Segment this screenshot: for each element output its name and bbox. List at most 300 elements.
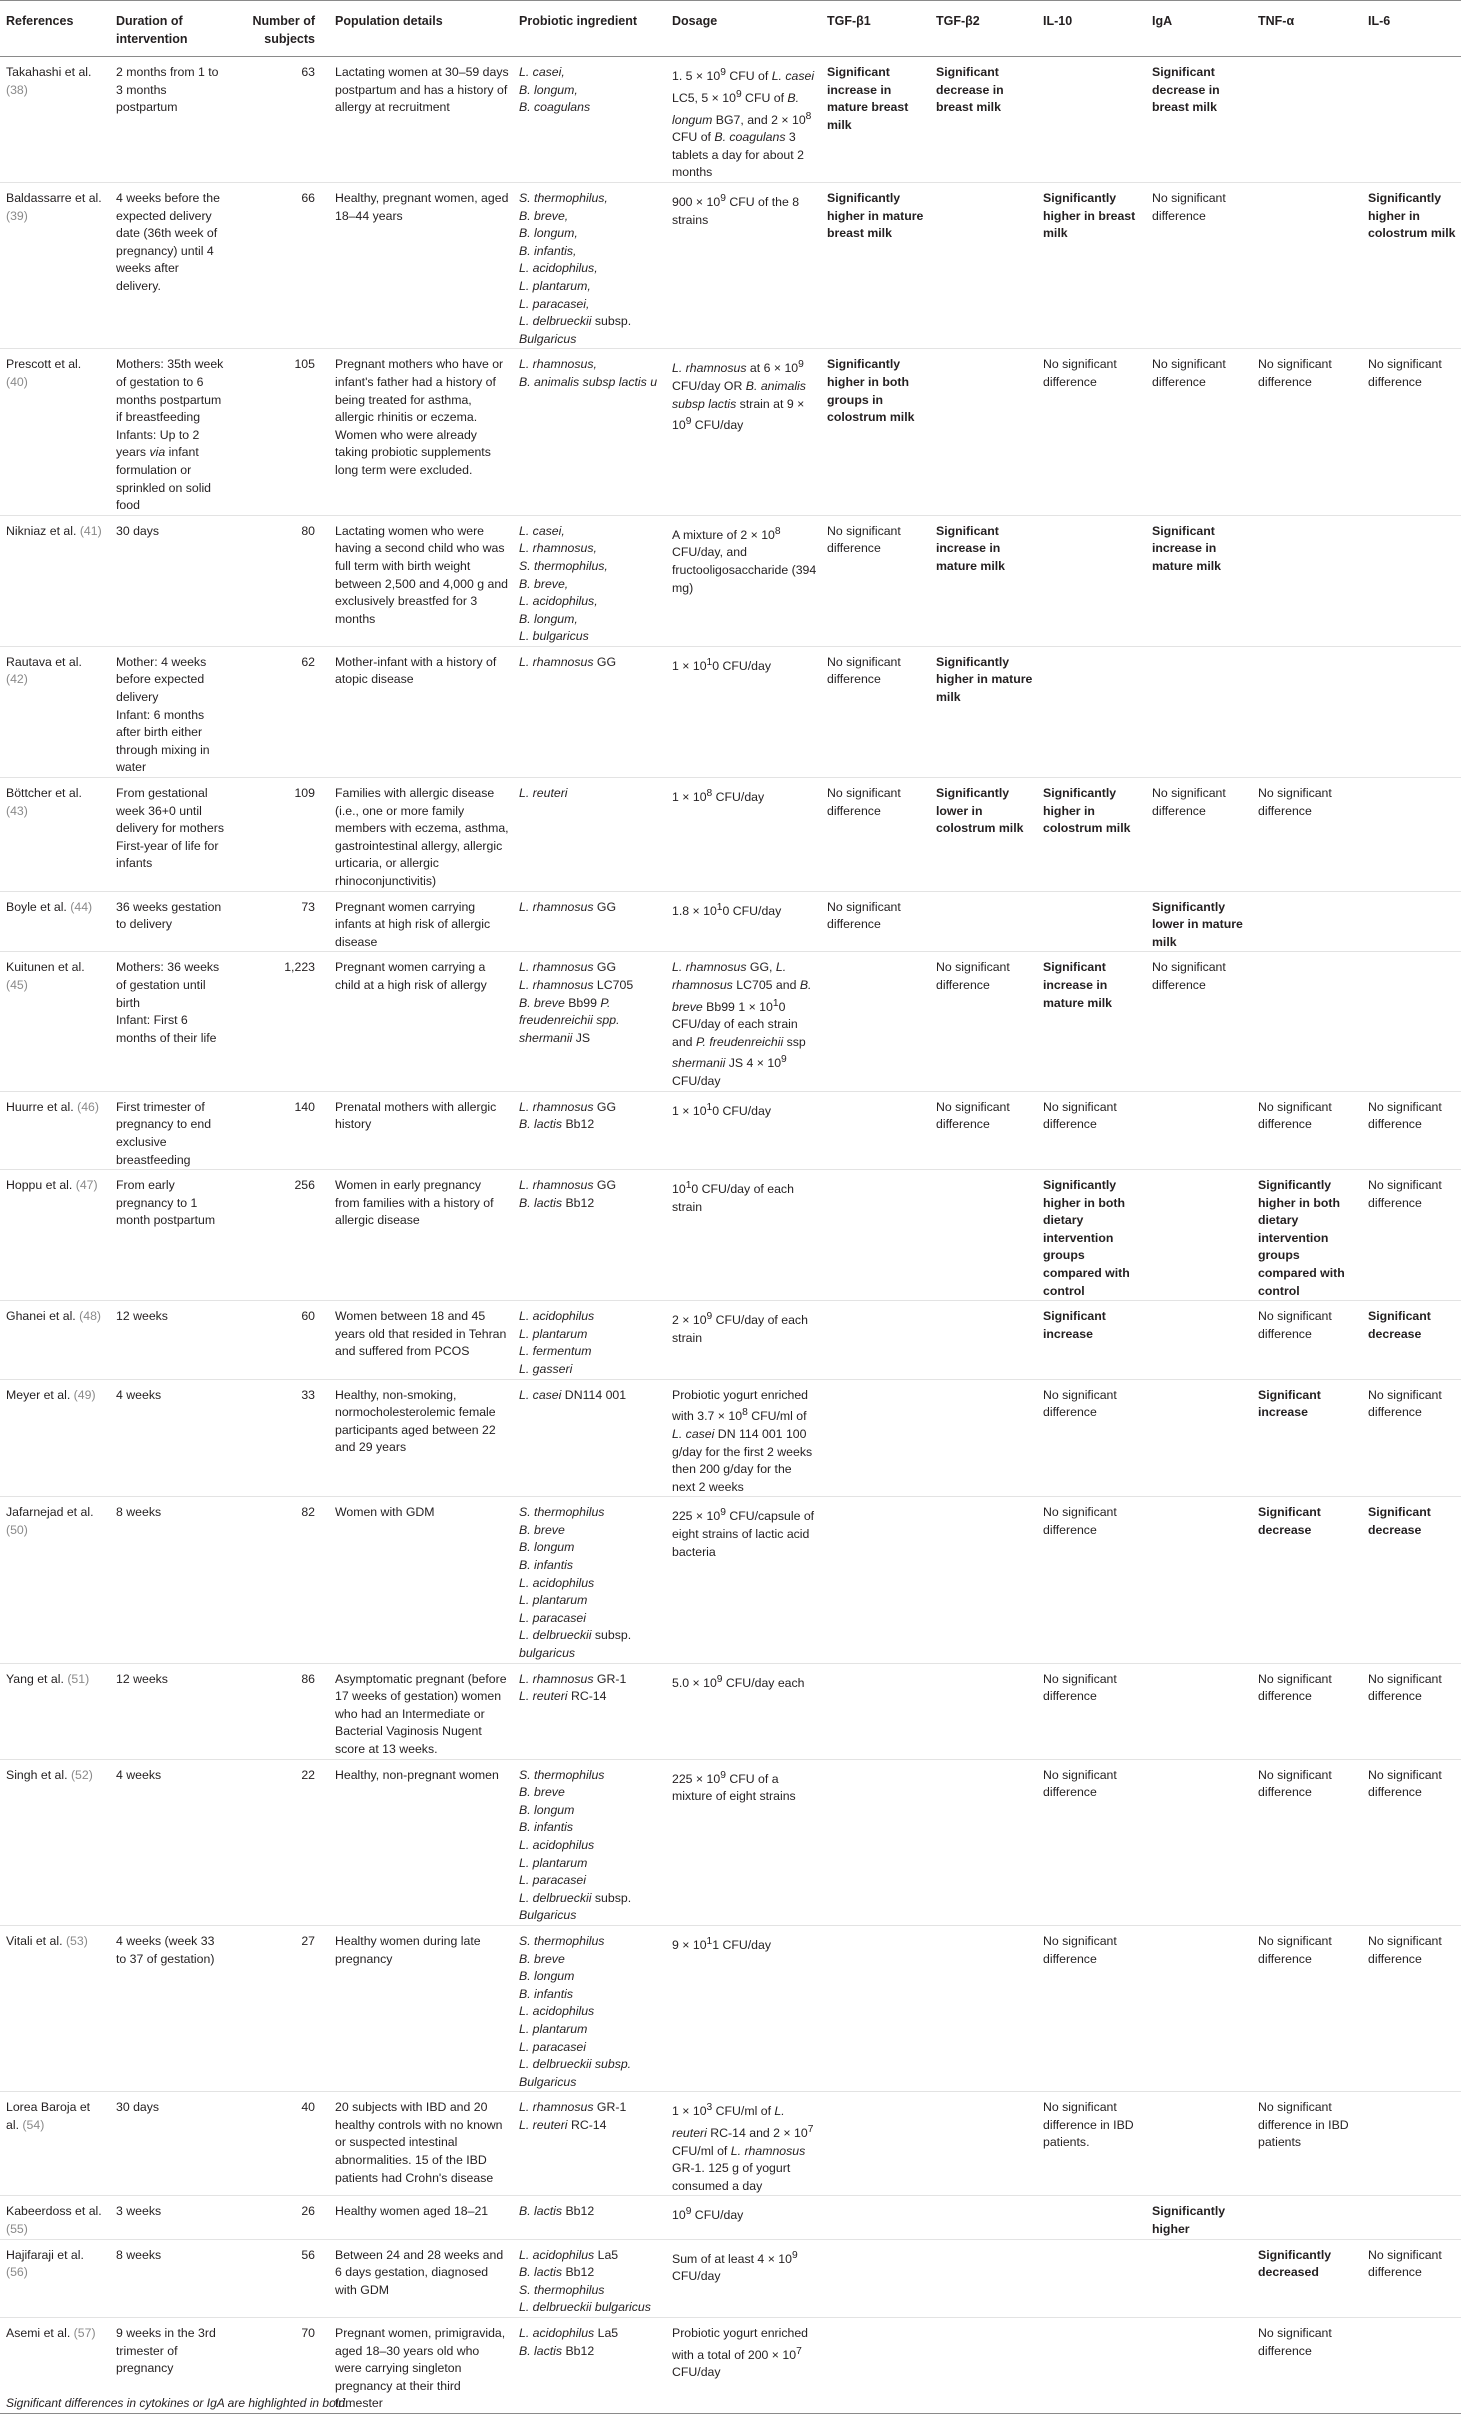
reference-cell [0,183,110,349]
reference-authors: Prescott et al. [6,357,82,372]
il-10-cell: No significant difference [1037,1497,1146,1663]
il-10-cell [1037,646,1146,777]
reference-number[interactable]: (42) [6,672,28,687]
tgf-b1-cell [821,2196,930,2239]
tgf-b2-cell [930,1663,1037,1759]
subjects-cell: 66 [228,183,329,349]
reference-number[interactable]: (40) [6,374,28,389]
reference-cell [0,646,110,777]
tgf-b2-cell [930,2318,1037,2414]
il-10-cell: Significant increase in mature milk [1037,952,1146,1091]
tgf-b2-cell [930,1497,1037,1663]
reference-cell [0,57,110,183]
population-cell: Pregnant women, primigravida, aged 18–30 years old who were carrying singleton pregnancy at their third trimester [329,2318,513,2414]
reference-authors: Baldassarre et al. [6,191,102,206]
table-row [0,952,1461,1091]
reference-cell [0,515,110,646]
dosage-cell: $10^10$ CFU/day of each strain [666,1170,821,1301]
dosage-cell: $1 \times 10^10$ CFU/day [666,646,821,777]
duration-cell: 8 weeks [110,2239,228,2317]
tnf-a-cell [1252,952,1362,1091]
reference-cell [0,1759,110,1925]
il-10-cell [1037,2239,1146,2317]
iga-cell: Significantly lower in mature milk [1146,891,1252,952]
reference-authors: Jafarnejad et al. [6,1505,94,1520]
il-10-cell: Significant increase [1037,1301,1146,1379]
population-cell: Women with GDM [329,1497,513,1663]
probiotic-cell: B. lactis Bb12 [513,2196,666,2239]
population-cell: Mother-infant with a history of atopic disease [329,646,513,777]
iga-cell [1146,1925,1252,2091]
tgf-b1-cell [821,1663,930,1759]
population-cell: Women in early pregnancy from families with a history of allergic disease [329,1170,513,1301]
table-row [0,1925,1461,2091]
table-header [0,1,1461,57]
probiotic-cell: S. thermophilus B. breve B. longum B. infantis L. acidophilus L. plantarum L. paracasei L. delbrueckii subsp. bulgaricus [513,1497,666,1663]
il-10-cell: No significant difference [1037,1759,1146,1925]
dosage-cell: Probiotic yogurt enriched with a total of $200 \times 10^7$ CFU/day [666,2318,821,2414]
il-10-cell: Significantly higher in colostrum milk [1037,778,1146,892]
probiotic-cell: L. reuteri [513,778,666,892]
reference-authors: Rautava et al. [6,654,82,669]
reference-number[interactable]: (38) [6,82,28,97]
table-body [0,57,1461,2414]
reference-authors: Lorea Barojа et al. [6,2100,91,2132]
table-row [0,2092,1461,2196]
reference-authors: Boyle et al. [6,899,67,914]
probiotic-cell: S. thermophilus B. breve B. longum B. infantis L. acidophilus L. plantarum L. paracasei L. delbrueckii subsp. Bulgaricus [513,1759,666,1925]
duration-cell: 36 weeks gestation to delivery [110,891,228,952]
iga-cell [1146,646,1252,777]
reference-authors: Yang et al. [6,1671,64,1686]
reference-cell [0,2092,110,2196]
reference-number[interactable]: (41) [79,523,102,538]
tgf-b2-cell [930,2092,1037,2196]
reference-number[interactable]: (53) [65,1933,88,1948]
reference-number[interactable]: (57) [73,2326,96,2340]
tgf-b1-cell: No significant difference [821,778,930,892]
tnf-a-cell: Significant increase [1252,1379,1362,1497]
reference-number[interactable]: (49) [73,1387,96,1402]
tgf-b2-cell [930,183,1037,349]
il-10-cell: No significant difference [1037,349,1146,515]
probiotic-cell: L. casei, B. longum, B. coagulans [513,57,666,183]
reference-authors: Asemi et al. [6,2326,71,2340]
population-cell: Pregnant mothers who have or infant's father had a history of being treated for asthma, allergic rhinitis or eczema. Women who were already taking probiotic supplements long term were excluded. [329,349,513,515]
probiotic-cell: L. casei DN114 001 [513,1379,666,1497]
il-10-cell: No significant difference [1037,1925,1146,2091]
reference-number[interactable]: (43) [6,803,28,818]
column-header: Duration of intervention [110,1,228,57]
tgf-b2-cell [930,2196,1037,2239]
il-6-cell: No significant difference [1362,1379,1461,1497]
reference-authors: Hoppu et al. [6,1178,73,1193]
dosage-cell: $1.8 \times 10^10$ CFU/day [666,891,821,952]
dosage-cell: $5.0 \times 10^9$ CFU/day each [666,1663,821,1759]
dosage-cell: $900 \times 10^9$ CFU of the 8 strains [666,183,821,349]
tgf-b2-cell: Significant decrease in breast milk [930,57,1037,183]
population-cell: Healthy women aged 18–21 [329,2196,513,2239]
population-cell: Pregnant women carrying a child at a high risk of allergy [329,952,513,1091]
iga-cell: Significant increase in mature milk [1146,515,1252,646]
duration-cell: 12 weeks [110,1301,228,1379]
il-6-cell [1362,646,1461,777]
tnf-a-cell: No significant difference [1252,2318,1362,2414]
reference-authors: Nikniaz et al. [6,523,77,538]
subjects-cell: 60 [228,1301,329,1379]
tnf-a-cell: No significant difference [1252,1759,1362,1925]
population-cell: 20 subjects with IBD and 20 healthy controls with no known or suspected intestinal abnormalities. 15 of the IBD patients had Crohn's disease [329,2092,513,2196]
iga-cell: No significant difference [1146,183,1252,349]
dosage-cell: $1 \times 10^8$ CFU/day [666,778,821,892]
subjects-cell: 80 [228,515,329,646]
il-6-cell: Significantly higher in colostrum milk [1362,183,1461,349]
duration-cell: 4 weeks [110,1379,228,1497]
column-header: Number of subjects [228,1,329,57]
probiotic-cell: L. rhamnosus GG [513,646,666,777]
iga-cell [1146,1497,1252,1663]
tnf-a-cell [1252,183,1362,349]
tgf-b2-cell [930,1759,1037,1925]
reference-number[interactable]: (46) [77,1099,99,1114]
il-10-cell: No significant difference in IBD patients. [1037,2092,1146,2196]
tnf-a-cell [1252,2196,1362,2239]
reference-cell [0,1925,110,2091]
reference-number[interactable]: (54) [22,2117,45,2132]
subjects-cell: 56 [228,2239,329,2317]
tgf-b2-cell [930,2239,1037,2317]
subjects-cell: 73 [228,891,329,952]
tgf-b1-cell: No significant difference [821,515,930,646]
duration-cell: Mothers: 35th week of gestation to 6 months postpartum if breastfeeding Infants: Up to 2 years via infant formulation or sprinkled on solid food [110,349,228,515]
reference-cell [0,1091,110,1169]
table-row [0,1091,1461,1169]
population-cell: Asymptomatic pregnant (before 17 weeks of gestation) women who had an Intermediate or Bacterial Vaginosis Nugent score at 13 weeks. [329,1663,513,1759]
tgf-b2-cell: Significantly lower in colostrum milk [930,778,1037,892]
tgf-b2-cell [930,349,1037,515]
population-cell: Prenatal mothers with allergic history [329,1091,513,1169]
reference-cell [0,891,110,952]
reference-cell [0,1497,110,1663]
tnf-a-cell [1252,515,1362,646]
tgf-b1-cell [821,952,930,1091]
tgf-b2-cell [930,891,1037,952]
reference-authors: Kuitunen et al. [6,960,85,975]
reference-number[interactable]: (52) [70,1767,93,1782]
table-row [0,183,1461,349]
il-6-cell [1362,2318,1461,2414]
reference-number[interactable]: (48) [79,1309,102,1324]
reference-cell [0,349,110,515]
tgf-b1-cell: Significantly higher in both groups in colostrum milk [821,349,930,515]
il-10-cell [1037,891,1146,952]
column-header: References [0,1,110,57]
probiotic-cell: L. rhamnosus GG L. rhamnosus LC705 B. breve Bb99 P. freudenreichii spp. shermanii JS [513,952,666,1091]
probiotic-cell: L. rhamnosus GG B. lactis Bb12 [513,1091,666,1169]
table-row [0,1170,1461,1301]
reference-authors: Böttcher et al. [6,786,82,801]
dosage-cell: $225 \times 10^9$ CFU/capsule of eight strains of lactic acid bacteria [666,1497,821,1663]
table-row [0,1379,1461,1497]
table-row [0,515,1461,646]
tgf-b1-cell [821,2318,930,2414]
subjects-cell: 105 [228,349,329,515]
reference-number[interactable]: (51) [67,1671,90,1686]
table-row [0,1663,1461,1759]
table-row [0,57,1461,183]
dosage-cell: $10^9$ CFU/day [666,2196,821,2239]
reference-authors: Singh et al. [6,1767,68,1782]
reference-authors: Vitali et al. [6,1933,63,1948]
reference-number[interactable]: (39) [6,208,28,223]
il-6-cell [1362,891,1461,952]
table-row [0,2239,1461,2317]
column-header: IL-10 [1037,1,1146,57]
duration-cell: From early pregnancy to 1 month postpartum [110,1170,228,1301]
population-cell: Healthy women during late pregnancy [329,1925,513,2091]
dosage-cell: L. rhamnosus GG, L. rhamnosus LC705 and B. breve Bb99 $1 \times 10^10$ CFU/day of each strain and P. freudenreichii ssp shermanii JS $4 \times 10^9$ CFU/day [666,952,821,1091]
reference-number[interactable]: (45) [6,977,28,992]
dosage-cell: $2 \times 10^9$ CFU/day of each strain [666,1301,821,1379]
probiotic-cell: L. rhamnosus GG B. lactis Bb12 [513,1170,666,1301]
dosage-cell: $9 \times 10^11$ CFU/day [666,1925,821,2091]
probiotic-cell: L. rhamnosus, B. animalis subsp lactis u [513,349,666,515]
probiotic-cell: L. casei, L. rhamnosus, S. thermophilus, B. breve, L. acidophilus, B. longum, L. bulgaricus [513,515,666,646]
table-row [0,891,1461,952]
tnf-a-cell: Significantly higher in both dietary intervention groups compared with control [1252,1170,1362,1301]
subjects-cell: 86 [228,1663,329,1759]
tgf-b1-cell [821,1925,930,2091]
duration-cell: 9 weeks in the 3rd trimester of pregnancy [110,2318,228,2414]
il-10-cell [1037,57,1146,183]
tgf-b1-cell: Significant increase in mature breast milk [821,57,930,183]
iga-cell: Significantly higher [1146,2196,1252,2239]
subjects-cell: 82 [228,1497,329,1663]
column-header: Dosage [666,1,821,57]
reference-authors: Ghanei et al. [6,1309,76,1324]
duration-cell: 4 weeks [110,1759,228,1925]
table-row [0,2196,1461,2239]
il-10-cell: No significant difference [1037,1379,1146,1497]
table-row [0,1759,1461,1925]
reference-number[interactable]: (56) [6,2265,28,2280]
column-header: IgA [1146,1,1252,57]
reference-authors: Meyer et al. [6,1387,71,1402]
column-header: IL-6 [1362,1,1461,57]
reference-cell [0,1301,110,1379]
il-6-cell: No significant difference [1362,1925,1461,2091]
il-6-cell [1362,57,1461,183]
reference-number[interactable]: (55) [6,2222,28,2237]
probiotic-cell: L. rhamnosus GR-1 L. reuteri RC-14 [513,2092,666,2196]
tgf-b1-cell [821,1301,930,1379]
iga-cell: No significant difference [1146,349,1252,515]
subjects-cell: 256 [228,1170,329,1301]
reference-number[interactable]: (44) [70,899,93,914]
reference-cell [0,1379,110,1497]
dosage-cell: 1. $5 \times 10^9$ CFU of L. casei LC5, $5 \times 10^9$ CFU of B. longum BG7, and $2 \times 10^8$ CFU of B. coagulans 3 tablets a day for about 2 months [666,57,821,183]
tnf-a-cell [1252,891,1362,952]
il-6-cell: No significant difference [1362,1091,1461,1169]
il-6-cell [1362,2092,1461,2196]
column-header: TGF-β2 [930,1,1037,57]
dosage-cell: A mixture of $2 \times 10^8$ CFU/day, and fructooligosaccharide (394 mg) [666,515,821,646]
dosage-cell: $225 \times 10^9$ CFU of a mixture of eight strains [666,1759,821,1925]
population-cell: Healthy, non-pregnant women [329,1759,513,1925]
duration-cell: Mothers: 36 weeks of gestation until birth Infant: First 6 months of their life [110,952,228,1091]
duration-cell: From gestational week 36+0 until delivery for mothers First-year of life for infants [110,778,228,892]
population-cell: Pregnant women carrying infants at high risk of allergic disease [329,891,513,952]
column-header: TNF-α [1252,1,1362,57]
il-6-cell: No significant difference [1362,2239,1461,2317]
tnf-a-cell: No significant difference [1252,349,1362,515]
il-10-cell [1037,515,1146,646]
il-6-cell [1362,515,1461,646]
probiotic-cell: L. rhamnosus GR-1 L. reuteri RC-14 [513,1663,666,1759]
reference-authors: Hajifaraji et al. [6,2247,84,2262]
il-6-cell: No significant difference [1362,1170,1461,1301]
subjects-cell: 109 [228,778,329,892]
tnf-a-cell: No significant difference [1252,1663,1362,1759]
column-header: Probiotic ingredient [513,1,666,57]
iga-cell [1146,1301,1252,1379]
table-footnote: Significant differences in cytokines or IgA are highlighted in bold. [6,2396,349,2410]
population-cell: Healthy, pregnant women, aged 18–44 years [329,183,513,349]
iga-cell: No significant difference [1146,952,1252,1091]
reference-cell [0,1663,110,1759]
population-cell: Healthy, non-smoking, normocholesterolemic female participants aged between 22 and 29 years [329,1379,513,1497]
population-cell: Families with allergic disease (i.e., one or more family members with eczema, asthma, gastrointestinal allergy, allergic urticaria, or allergic rhinoconjunctivitis) [329,778,513,892]
iga-cell [1146,2239,1252,2317]
il-10-cell [1037,2318,1146,2414]
iga-cell [1146,1759,1252,1925]
subjects-cell: 22 [228,1759,329,1925]
il-10-cell: Significantly higher in breast milk [1037,183,1146,349]
il-10-cell: No significant difference [1037,1091,1146,1169]
reference-number[interactable]: (50) [6,1522,28,1537]
tnf-a-cell: No significant difference [1252,1925,1362,2091]
il-6-cell: No significant difference [1362,1663,1461,1759]
iga-cell [1146,2092,1252,2196]
table-row [0,646,1461,777]
tnf-a-cell: No significant difference [1252,1091,1362,1169]
probiotic-cell: L. acidophilus La5 B. lactis Bb12 [513,2318,666,2414]
tnf-a-cell: No significant difference [1252,778,1362,892]
tnf-a-cell: No significant difference [1252,1301,1362,1379]
iga-cell [1146,2318,1252,2414]
il-6-cell: Significant decrease [1362,1497,1461,1663]
iga-cell: Significant decrease in breast milk [1146,57,1252,183]
duration-cell: 3 weeks [110,2196,228,2239]
duration-cell: First trimester of pregnancy to end exclusive breastfeeding [110,1091,228,1169]
tgf-b1-cell [821,1091,930,1169]
tgf-b2-cell: Significantly higher in mature milk [930,646,1037,777]
iga-cell [1146,1170,1252,1301]
reference-authors: Huurre et al. [6,1099,74,1114]
tgf-b2-cell: No significant difference [930,952,1037,1091]
duration-cell: 4 weeks before the expected delivery date (36th week of pregnancy) until 4 weeks after delivery. [110,183,228,349]
population-cell: Between 24 and 28 weeks and 6 days gestation, diagnosed with GDM [329,2239,513,2317]
subjects-cell: 33 [228,1379,329,1497]
subjects-cell: 40 [228,2092,329,2196]
tgf-b1-cell: Significantly higher in mature breast milk [821,183,930,349]
tnf-a-cell: No significant difference in IBD patients [1252,2092,1362,2196]
probiotic-cell: L. acidophilus La5 B. lactis Bb12 S. thermophilus L. delbrueckii bulgaricus [513,2239,666,2317]
tgf-b1-cell [821,1759,930,1925]
subjects-cell: 63 [228,57,329,183]
table-row [0,1497,1461,1663]
subjects-cell: 62 [228,646,329,777]
duration-cell: 4 weeks (week 33 to 37 of gestation) [110,1925,228,2091]
tgf-b2-cell [930,1379,1037,1497]
dosage-cell: L. rhamnosus at $6 \times 10^9$ CFU/day OR B. animalis subsp lactis strain at $9 \times 10^9$ CFU/day [666,349,821,515]
il-6-cell: Significant decrease [1362,1301,1461,1379]
tnf-a-cell: Significantly decreased [1252,2239,1362,2317]
iga-cell [1146,1379,1252,1497]
il-6-cell [1362,952,1461,1091]
duration-cell: Mother: 4 weeks before expected delivery Infant: 6 months after birth either through mixing in water [110,646,228,777]
reference-cell [0,952,110,1091]
il-6-cell: No significant difference [1362,1759,1461,1925]
reference-cell [0,778,110,892]
reference-number[interactable]: (47) [75,1178,98,1193]
reference-cell [0,1170,110,1301]
subjects-cell: 27 [228,1925,329,2091]
dosage-cell: Probiotic yogurt enriched with $3.7 \times 10^8$ CFU/ml of L. casei DN 114 001 100 g/day for the first 2 weeks then 200 g/day for the next 2 weeks [666,1379,821,1497]
tgf-b1-cell: No significant difference [821,646,930,777]
reference-cell [0,2196,110,2239]
iga-cell [1146,1663,1252,1759]
tgf-b1-cell: No significant difference [821,891,930,952]
population-cell: Women between 18 and 45 years old that resided in Tehran and suffered from PCOS [329,1301,513,1379]
tnf-a-cell [1252,646,1362,777]
subjects-cell: 140 [228,1091,329,1169]
reference-authors: Takahashi et al. [6,65,92,80]
probiotic-cell: L. acidophilus L. plantarum L. fermentum L. gasseri [513,1301,666,1379]
tgf-b1-cell [821,1379,930,1497]
column-header: TGF-β1 [821,1,930,57]
subjects-cell: 70 [228,2318,329,2414]
tgf-b2-cell [930,1925,1037,2091]
il-6-cell [1362,778,1461,892]
duration-cell: 2 months from 1 to 3 months postpartum [110,57,228,183]
dosage-cell: $1 \times 10^3$ CFU/ml of L. reuteri RC-14 and $2 \times 10^7$ CFU/ml of L. rhamnosus GR-1. 125 g of yogurt consumed a day [666,2092,821,2196]
dosage-cell: $1 \times 10^10$ CFU/day [666,1091,821,1169]
dosage-cell: Sum of at least $4 \times 10^9$ CFU/day [666,2239,821,2317]
tgf-b1-cell [821,1497,930,1663]
il-10-cell: No significant difference [1037,1663,1146,1759]
tgf-b1-cell [821,2092,930,2196]
duration-cell: 30 days [110,2092,228,2196]
tgf-b2-cell [930,1170,1037,1301]
tgf-b1-cell [821,1170,930,1301]
reference-authors: Kabeerdoss et al. [6,2204,102,2219]
il-10-cell [1037,2196,1146,2239]
probiotic-cell: S. thermophilus B. breve B. longum B. infantis L. acidophilus L. plantarum L. paracasei L. delbrueckii subsp. Bulgaricus [513,1925,666,2091]
il-10-cell: Significantly higher in both dietary intervention groups compared with control [1037,1170,1146,1301]
iga-cell: No significant difference [1146,778,1252,892]
duration-cell: 30 days [110,515,228,646]
duration-cell: 12 weeks [110,1663,228,1759]
subjects-cell: 26 [228,2196,329,2239]
population-cell: Lactating women who were having a second child who was full term with birth weight between 2,500 and 4,000 g and exclusively breastfed for 3 months [329,515,513,646]
tgf-b2-cell: Significant increase in mature milk [930,515,1037,646]
tgf-b2-cell: No significant difference [930,1091,1037,1169]
tnf-a-cell: Significant decrease [1252,1497,1362,1663]
table-row [0,1301,1461,1379]
reference-cell [0,2239,110,2317]
probiotic-cell: L. rhamnosus GG [513,891,666,952]
